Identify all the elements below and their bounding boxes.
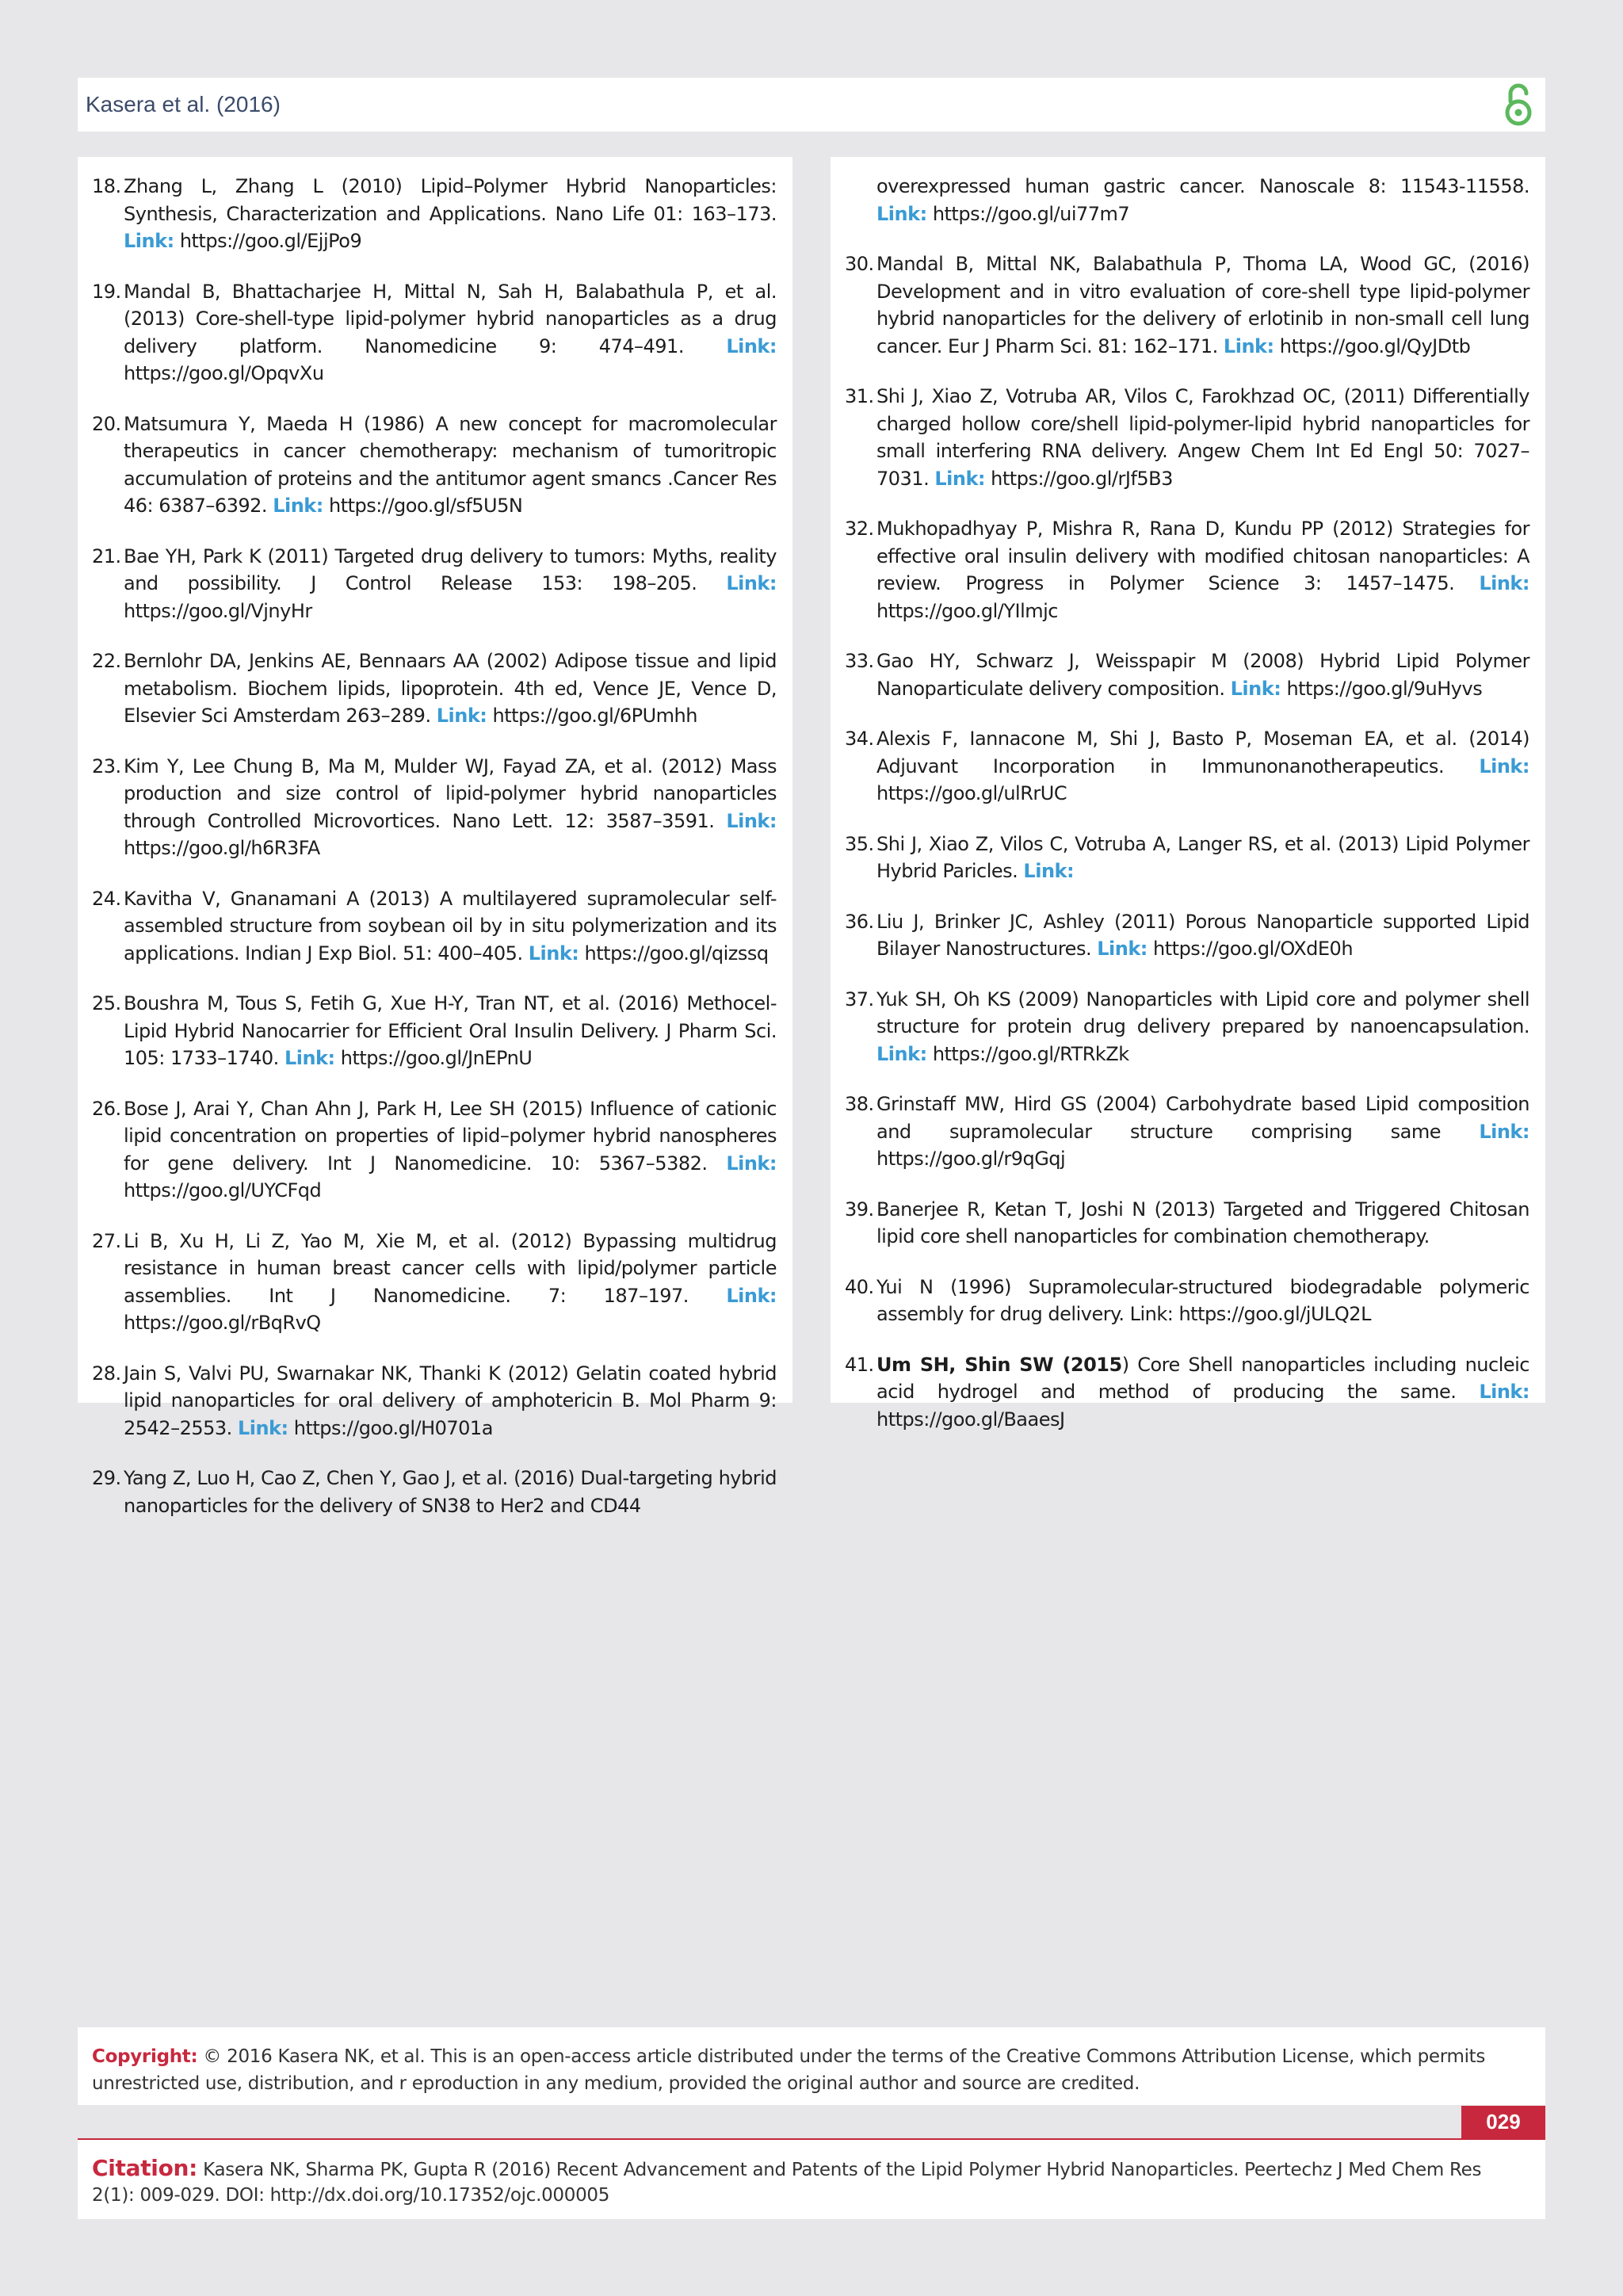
reference-url[interactable]: https://goo.gl/RTRkZk: [932, 1042, 1129, 1065]
reference-text: Kim Y, Lee Chung B, Ma M, Mulder WJ, Fayad ZA, et al. (2012) Mass production and size control of lipid-polymer hybrid nanoparticles through Controlled Microvortices. Nano Lett. 12: 3587–3591.: [124, 755, 777, 832]
reference-link[interactable]: Link:: [934, 467, 986, 490]
reference-item: [92, 753, 777, 862]
reference-number: 21.: [92, 544, 121, 567]
reference-link[interactable]: Link:: [726, 1152, 777, 1175]
reference-link[interactable]: Link:: [726, 572, 777, 594]
copyright-notice: [78, 2027, 1545, 2105]
references-left-column: [78, 157, 792, 1517]
reference-item: [92, 1465, 777, 1519]
reference-number: 41.: [845, 1353, 874, 1376]
reference-item: [92, 648, 777, 730]
reference-number: 23.: [92, 755, 121, 777]
reference-url[interactable]: https://goo.gl/EjjPo9: [179, 230, 362, 252]
reference-url[interactable]: https://goo.gl/H0701a: [293, 1416, 493, 1439]
reference-url[interactable]: https://goo.gl/VjnyHr: [124, 599, 312, 622]
reference-item: [92, 278, 777, 388]
reference-text: Li B, Xu H, Li Z, Yao M, Xie M, et al. (2012) Bypassing multidrug resistance in human breast cancer cells with lipid/polymer particle assemblies. Int J Nanomedicine. 7: 187–197.: [124, 1229, 777, 1307]
reference-link[interactable]: Link:: [1230, 677, 1281, 700]
reference-link[interactable]: Link:: [726, 334, 777, 357]
reference-item: [845, 1274, 1529, 1328]
reference-text: Mukhopadhyay P, Mishra R, Rana D, Kundu PP (2012) Strategies for effective oral insulin delivery with modified chitosan nanoparticles: A review. Progress in Polymer Science 3: 1457–1475.: [876, 518, 1529, 594]
reference-text: Yang Z, Luo H, Cao Z, Chen Y, Gao J, et al. (2016) Dual-targeting hybrid nanoparticles for the delivery of SN38 to Her2 and CD44: [124, 1467, 777, 1517]
reference-item: [92, 543, 777, 625]
reference-text: Grinstaff MW, Hird GS (2004) Carbohydrate based Lipid composition and supramolecular structure comprising same: [876, 1093, 1529, 1143]
reference-item: [92, 1360, 777, 1442]
reference-link[interactable]: Link:: [726, 1284, 777, 1307]
reference-number: 28.: [92, 1362, 121, 1385]
reference-authors: Um SH, Shin SW (2015: [876, 1353, 1122, 1376]
reference-item: [845, 250, 1529, 360]
reference-url[interactable]: https://goo.gl/qizssq: [584, 942, 769, 965]
reference-link[interactable]: Link:: [237, 1416, 288, 1439]
page-number: 029: [1461, 2106, 1545, 2138]
reference-text: Bae YH, Park K (2011) Targeted drug delivery to tumors: Myths, reality and possibility. J Control Release 153: 198–205.: [124, 544, 777, 594]
reference-item: [845, 986, 1529, 1068]
reference-item: [845, 648, 1529, 702]
reference-url[interactable]: https://goo.gl/JnEPnU: [340, 1047, 533, 1069]
reference-item: [845, 383, 1529, 492]
reference-text: Bernlohr DA, Jenkins AE, Bennaars AA (2002) Adipose tissue and lipid metabolism. Biochem lipids, lipoprotein. 4th ed, Vence JE, Vence D, Elsevier Sci Amsterdam 263–289.: [124, 650, 777, 727]
reference-number: 25.: [92, 992, 121, 1014]
reference-text: ) Core Shell nanoparticles including nucleic acid hydrogel and method of producing the same.: [876, 1353, 1529, 1403]
reference-url[interactable]: https://goo.gl/rBqRvQ: [124, 1312, 321, 1334]
reference-number: 26.: [92, 1097, 121, 1120]
reference-link[interactable]: Link:: [124, 230, 174, 252]
reference-text: Yuk SH, Oh KS (2009) Nanoparticles with Lipid core and polymer shell structure for protein drug delivery prepared by nanoencapsulation.: [876, 988, 1529, 1037]
reference-number: 32.: [845, 518, 874, 540]
citation-notice: [78, 2140, 1545, 2219]
reference-item: [845, 908, 1529, 963]
reference-text: Mandal B, Bhattacharjee H, Mittal N, Sah H, Balabathula P, et al. (2013) Core-shell-type lipid-polymer hybrid nanoparticles as a drug delivery platform. Nanomedicine 9: 474–491.: [124, 280, 777, 357]
citation-label: Citation:: [92, 2155, 198, 2181]
reference-number: 39.: [845, 1198, 874, 1221]
reference-link[interactable]: Link:: [726, 809, 777, 832]
reference-item: [845, 831, 1529, 885]
reference-text: Mandal B, Mittal NK, Balabathula P, Thoma LA, Wood GC, (2016) Development and in vitro evaluation of core-shell type lipid-polymer hybrid nanoparticles for the delivery of erlotinib in non-small cell lung cancer. Eur J Pharm Sci. 81: 162–171.: [876, 253, 1529, 357]
reference-link[interactable]: Link:: [273, 495, 323, 517]
reference-item: [845, 1091, 1529, 1173]
reference-url[interactable]: https://goo.gl/h6R3FA: [124, 837, 320, 859]
reference-number: 20.: [92, 412, 121, 435]
reference-number: 35.: [845, 832, 874, 855]
reference-item: [92, 990, 777, 1072]
reference-text: Shi J, Xiao Z, Vilos C, Votruba A, Langer RS, et al. (2013) Lipid Polymer Hybrid Paricles.: [876, 832, 1529, 882]
reference-item: [845, 515, 1529, 625]
reference-url[interactable]: https://goo.gl/ulRrUC: [876, 782, 1067, 804]
reference-item: [92, 1095, 777, 1205]
reference-link[interactable]: Link:: [436, 705, 487, 727]
reference-link[interactable]: Link:: [1223, 334, 1274, 357]
references-right-column: [831, 157, 1545, 1431]
reference-text: Shi J, Xiao Z, Votruba AR, Vilos C, Farokhzad OC, (2011) Differentially charged hollow core/shell lipid-polymer-lipid hybrid nanoparticles for small interfering RNA delivery. Angew Chem Int Ed Engl 50: 7027–7031.: [876, 385, 1529, 490]
page-header: [78, 78, 1545, 132]
reference-url[interactable]: https://goo.gl/BaaesJ: [876, 1408, 1065, 1431]
reference-item: [845, 725, 1529, 808]
reference-number: 31.: [845, 385, 874, 407]
reference-link[interactable]: Link:: [1097, 938, 1148, 960]
reference-link[interactable]: Link:: [876, 1042, 927, 1065]
reference-url[interactable]: https://goo.gl/r9qGqj: [876, 1148, 1066, 1170]
reference-text: Yui N (1996) Supramolecular-structured biodegradable polymeric assembly for drug delivery. Link: https://goo.gl/jULQ2L: [876, 1275, 1529, 1325]
reference-url[interactable]: https://goo.gl/ui77m7: [932, 202, 1130, 225]
reference-number: 37.: [845, 988, 874, 1010]
reference-number: 18.: [92, 175, 121, 197]
reference-text: Bose J, Arai Y, Chan Ahn J, Park H, Lee SH (2015) Influence of cationic lipid concentration on properties of lipid–polymer hybrid nanospheres for gene delivery. Int J Nanomedicine. 10: 5367–5382.: [124, 1097, 777, 1175]
reference-text: overexpressed human gastric cancer. Nanoscale 8: 11543-11558.: [876, 175, 1529, 197]
reference-number: 30.: [845, 253, 874, 275]
citation-text: Kasera NK, Sharma PK, Gupta R (2016) Recent Advancement and Patents of the Lipid Polymer Hybrid Nanoparticles. Peertechz J Med Chem Res 2(1): 009-029. DOI: http://dx.doi.org/10.17352/ojc.000005: [92, 2160, 1482, 2206]
reference-text: Matsumura Y, Maeda H (1986) A new concept for macromolecular therapeutics in cancer chemotherapy: mechanism of tumoritropic accumulation of proteins and the antitumor agent smancs .Cancer Res 46: 6387–6392.: [124, 412, 777, 517]
reference-url[interactable]: https://goo.gl/9uHyvs: [1286, 677, 1483, 700]
reference-text: Banerjee R, Ketan T, Joshi N (2013) Targeted and Triggered Chitosan lipid core shell nanoparticles for combination chemotherapy.: [876, 1198, 1529, 1247]
reference-text: Zhang L, Zhang L (2010) Lipid–Polymer Hybrid Nanoparticles: Synthesis, Characterization and Applications. Nano Life 01: 163–173.: [124, 175, 777, 225]
reference-link[interactable]: Link:: [1479, 572, 1529, 594]
reference-item: [92, 173, 777, 255]
reference-link[interactable]: Link:: [528, 942, 579, 965]
reference-text: Liu J, Brinker JC, Ashley (2011) Porous Nanoparticle supported Lipid Bilayer Nanostructures.: [876, 910, 1529, 960]
reference-number: 33.: [845, 650, 874, 672]
reference-text: Alexis F, Iannacone M, Shi J, Basto P, Moseman EA, et al. (2014) Adjuvant Incorporation in Immunonanotherapeutics.: [876, 728, 1529, 777]
copyright-label: Copyright:: [92, 2046, 198, 2067]
reference-number: 38.: [845, 1093, 874, 1115]
reference-number: 36.: [845, 910, 874, 933]
reference-item: [845, 1196, 1529, 1251]
reference-url[interactable]: https://goo.gl/sf5U5N: [329, 495, 523, 517]
reference-29-continued: [845, 173, 1529, 227]
reference-url[interactable]: https://goo.gl/rJf5B3: [991, 467, 1173, 490]
reference-text: Jain S, Valvi PU, Swarnakar NK, Thanki K (2012) Gelatin coated hybrid lipid nanoparticles for oral delivery of amphotericin B. Mol Pharm 9: 2542–2553.: [124, 1362, 777, 1439]
reference-link[interactable]: Link:: [1023, 860, 1075, 882]
reference-number: 24.: [92, 887, 121, 910]
reference-item: [92, 411, 777, 520]
reference-link[interactable]: Link:: [876, 202, 927, 225]
reference-text: Gao HY, Schwarz J, Weisspapir M (2008) Hybrid Lipid Polymer Nanoparticulate delivery composition.: [876, 650, 1529, 700]
reference-number: 34.: [845, 728, 874, 750]
reference-url[interactable]: https://goo.gl/6PUmhh: [492, 705, 697, 727]
open-access-icon: [1501, 81, 1536, 128]
reference-item: [845, 1351, 1529, 1434]
reference-item: [92, 1228, 777, 1337]
reference-link[interactable]: Link:: [284, 1047, 335, 1069]
reference-link[interactable]: Link:: [1479, 1120, 1529, 1143]
reference-item: [92, 885, 777, 968]
reference-link[interactable]: Link:: [1479, 755, 1529, 777]
reference-url[interactable]: https://goo.gl/OXdE0h: [1153, 938, 1354, 960]
reference-number: 22.: [92, 650, 121, 672]
reference-link[interactable]: Link:: [1479, 1381, 1529, 1403]
running-title: Kasera et al. (2016): [86, 92, 281, 117]
reference-number: 27.: [92, 1229, 121, 1252]
copyright-text: © 2016 Kasera NK, et al. This is an open-access article distributed under the terms of the Creative Commons Attribution License, which permits unrestricted use, distribution, and r eproduction in any medium, provided the original author and source are credited.: [92, 2046, 1486, 2094]
reference-url[interactable]: https://goo.gl/UYCFqd: [124, 1179, 322, 1201]
reference-text: Kavitha V, Gnanamani A (2013) A multilayered supramolecular self-assembled structure from soybean oil by in situ polymerization and its applications. Indian J Exp Biol. 51: 400–405.: [124, 887, 777, 965]
reference-number: 40.: [845, 1275, 874, 1298]
reference-number: 29.: [92, 1467, 121, 1489]
reference-text: Boushra M, Tous S, Fetih G, Xue H-Y, Tran NT, et al. (2016) Methocel-Lipid Hybrid Nanocarrier for Efficient Oral Insulin Delivery. J Pharm Sci. 105: 1733–1740.: [124, 992, 777, 1069]
reference-number: 19.: [92, 280, 121, 303]
reference-url[interactable]: https://goo.gl/YIlmjc: [876, 599, 1058, 622]
reference-url[interactable]: https://goo.gl/OpqvXu: [124, 362, 324, 384]
reference-url[interactable]: https://goo.gl/QyJDtb: [1279, 334, 1471, 357]
